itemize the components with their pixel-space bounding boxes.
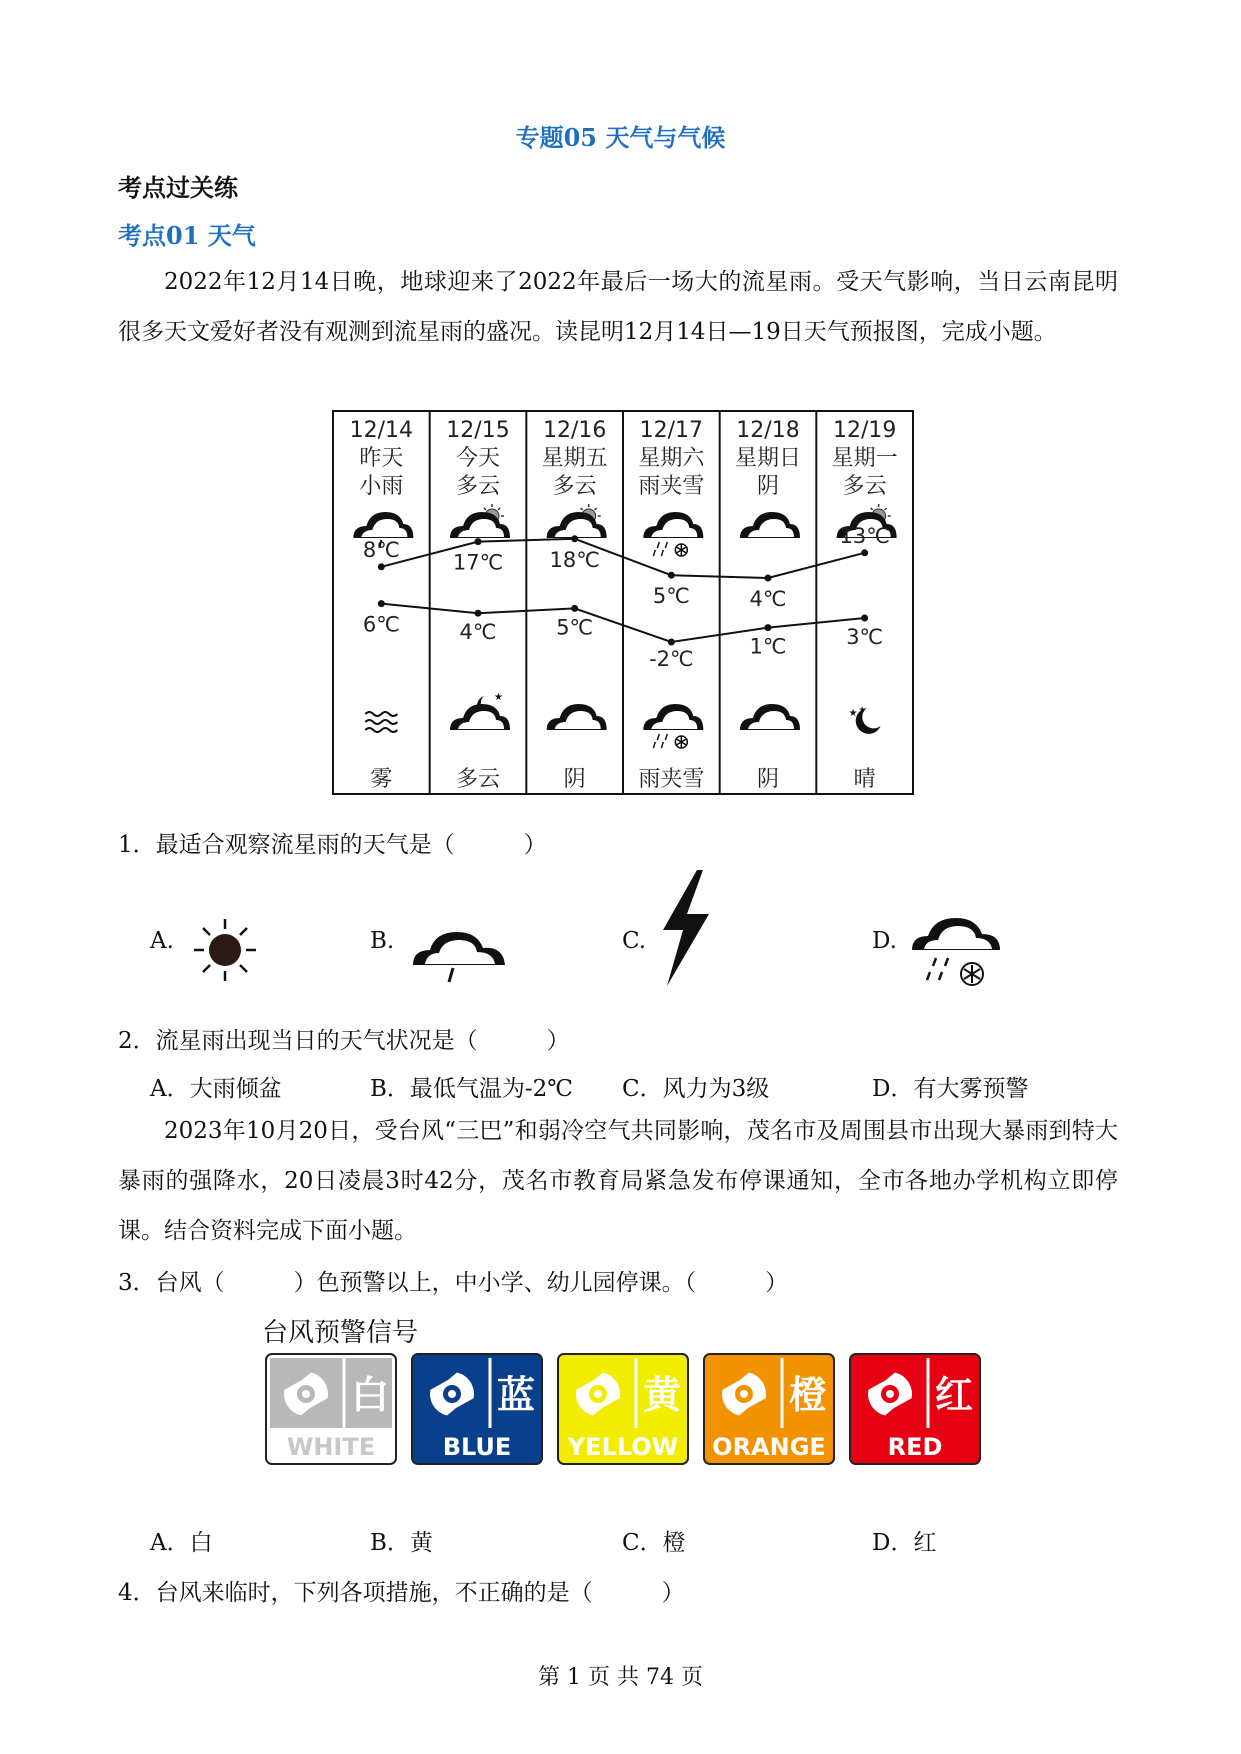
signal-cn-label: 蓝 [496,1373,536,1417]
temp-point [571,605,578,612]
high-temp-label: 4℃ [749,587,787,611]
question-4: 4．台风来临时，下列各项措施，不正确的是（ ） [118,1580,685,1606]
low-temp-label: 1℃ [749,634,787,659]
q3-option-c: C．橙 [622,1530,686,1556]
temp-point [765,624,772,631]
day-date: 12/19 [832,418,897,443]
day-weather: 阴 [756,474,780,499]
question-3: 3．台风（ ）色预警以上，中小学、幼儿园停课。（ ） [118,1270,789,1296]
question-1: 1．最适合观察流星雨的天气是（ ） [118,832,547,858]
high-temp-label: 8℃ [362,537,400,562]
signal-en-label: ORANGE [712,1433,826,1461]
night-weather: 阴 [756,767,780,792]
page-footer: 第 1 页 共 74 页 [538,1665,703,1690]
q3-option-d: D．红 [872,1530,937,1556]
signal-cn-label: 白 [350,1373,390,1417]
night-weather: 多云 [455,767,501,792]
sun-icon [190,915,260,985]
high-temp-label: 17℃ [452,550,504,575]
day-label: 星期六 [638,446,705,471]
signal-blue [412,1354,542,1464]
day-label: 昨天 [359,446,404,471]
day-label: 星期一 [831,446,898,471]
day-date: 12/17 [639,418,704,443]
night-weather: 晴 [853,767,876,792]
svg-text:★: ★ [848,708,858,719]
weather-forecast-chart [332,410,914,795]
night-weather: 雾 [370,767,393,792]
temp-point [475,610,482,617]
low-temp-label: -2℃ [649,647,694,671]
temp-point [475,538,482,545]
day-weather: 多云 [842,474,887,499]
signal-cn-label: 红 [934,1373,974,1417]
signal-yellow [558,1354,688,1464]
temp-point [668,572,675,579]
signal-en-label: BLUE [442,1433,512,1461]
day-weather: 多云 [455,474,501,499]
low-temp-label: 5℃ [556,615,594,640]
q1-option-d-letter: D. [872,928,897,954]
day-date: 12/15 [446,418,510,443]
day-date: 12/18 [736,418,800,443]
signal-en-label: YELLOW [567,1433,679,1461]
question-2: 2．流星雨出现当日的天气状况是（ ） [118,1028,570,1054]
high-temp-label: 5℃ [652,584,690,609]
q1-option-c-letter: C. [622,928,647,954]
signal-en-label: WHITE [286,1433,376,1461]
day-date: 12/14 [349,418,414,443]
signal-white [266,1354,396,1464]
intro-paragraph: 2022年12月14日晚，地球迎来了2022年最后一场大的流星雨。受天气影响，当日云南昆明很多天文爱好者没有观测到流星雨的盛况。读昆明12月14日—19日天气预报图，完成小题。 [118,269,1118,345]
q2-option-d: D．有大雾预警 [872,1076,1029,1102]
rain-cloud-icon [405,920,515,990]
lightning-icon [655,868,715,988]
low-temp-label: 3℃ [846,625,884,649]
day-weather: 雨夹雪 [638,474,705,499]
low-temp-label: 6℃ [362,612,400,637]
temp-point [861,615,868,622]
high-temp-label: 18℃ [549,547,600,572]
q3-option-a: A．白 [150,1530,213,1556]
intro-paragraph-2: 2023年10月20日，受台风“三巴”和弱冷空气共同影响，茂名市及周围县市出现大暴雨到特大暴雨的强降水，20日凌晨3时42分，茂名市教育局紧急发布停课通知，全市各地办学机构立即停课。结合资料完成下面小题。 [118,1118,1118,1244]
sleet-cloud-icon [908,912,1004,1002]
high-temp-label: 13℃ [839,523,890,548]
signal-orange [704,1354,834,1464]
day-date: 12/16 [542,418,607,443]
q2-option-a: A．大雨倾盆 [150,1076,282,1102]
night-weather: 阴 [563,767,586,792]
q2-option-c: C．风力为3级 [622,1076,770,1102]
day-weather: 多云 [552,474,597,499]
temp-point [861,549,868,556]
subsection-heading: 考点01 天气 [118,221,256,250]
page-title: 专题05 天气与气候 [515,123,726,152]
temp-point [378,600,385,607]
day-label: 星期五 [541,446,608,471]
signal-red [850,1354,980,1464]
low-temp-label: 4℃ [459,620,497,645]
q1-option-a-letter: A. [150,928,174,954]
q2-option-b: B．最低气温为-2℃ [370,1076,574,1102]
signal-cn-label: 黄 [642,1373,682,1417]
night-weather: 雨夹雪 [638,767,705,792]
svg-text:★: ★ [858,705,866,714]
signal-cn-label: 橙 [788,1373,828,1417]
temp-point [571,535,578,542]
day-label: 今天 [455,446,501,471]
signal-en-label: RED [887,1433,943,1461]
day-label: 星期日 [734,446,802,471]
temp-point [378,563,385,570]
q3-option-b: B．黄 [370,1530,433,1556]
signals-title: 台风预警信号 [262,1317,419,1347]
temp-point [765,575,772,582]
temp-point [668,639,675,646]
section-heading: 考点过关练 [118,173,238,202]
day-weather: 小雨 [359,474,404,499]
typhoon-signal-panel [262,1350,982,1472]
svg-text:★: ★ [494,692,503,703]
q1-option-b-letter: B. [370,928,395,954]
